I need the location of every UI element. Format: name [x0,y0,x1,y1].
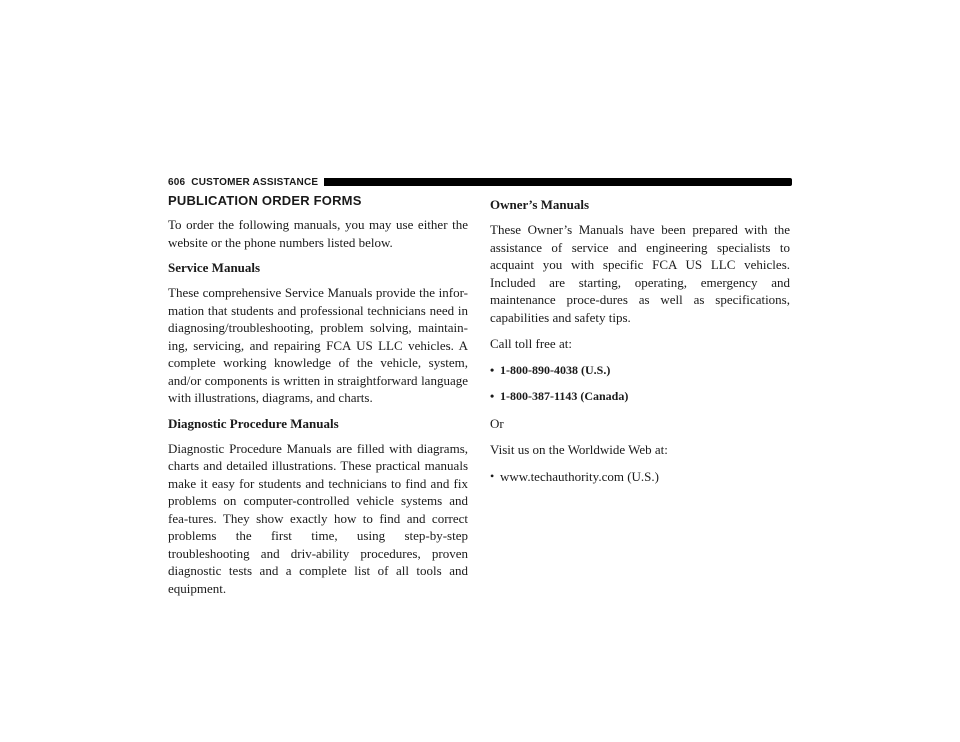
page-header [168,175,792,189]
page-number: 606 [168,176,186,188]
diagnostic-manuals-heading: Diagnostic Procedure Manuals [168,415,339,431]
bullet-icon: • [490,362,495,377]
list-item [490,362,790,380]
website-link[interactable]: www.techauthority.com (U.S.) [500,468,659,484]
page-title: PUBLICATION ORDER FORMS [168,193,362,208]
owners-manuals-heading: Owner’s Manuals [490,197,590,212]
list-item [490,468,790,486]
left-column [168,193,468,606]
section-title: CUSTOMER ASSISTANCE [191,176,319,188]
service-manuals-paragraph: These comprehensive Service Manuals provide the infor-mation that students and professional technicians need in diagnosing/troubleshooting, problem solving, maintain-ing, servicing, and repairing FCA US LLC vehicles. A complete working knowledge of the vehicle, system, and/or components is written in straightforward language with illustrations, diagrams, and charts. [168,285,468,405]
list-item [490,388,790,406]
or-label: Or [490,415,504,431]
web-label: Visit us on the Worldwide Web at: [490,442,668,457]
service-manuals-heading: Service Manuals [168,260,261,275]
call-label: Call toll free at: [490,336,572,351]
phone-number: 1-800-890-4038 (U.S.) [500,362,611,377]
owners-manuals-paragraph: These Owner’s Manuals have been prepared with the assistance of service and engineering specialists to acquaint you with specific FCA US LLC vehicles. Included are starting, operating, emergency and maintenance proce-dures as well as specifications, capabilities and safety tips. [490,222,790,325]
header-rule [324,178,792,186]
diagnostic-manuals-paragraph: Diagnostic Procedure Manuals are filled with diagrams, charts and detailed illustrations. These practical manuals make it easy for students and technicians to find and fix problems on computer-controlled vehicle systems and fea-tures. They show exactly how to find and correct problems the first time, using step-by-step troubleshooting and driv-ability procedures, proven diagnostic tests and a complete list of all tools and equipment. [168,440,468,596]
bullet-icon: • [490,468,495,483]
right-column [490,193,790,494]
phone-list [490,362,790,406]
bullet-icon: • [490,389,495,403]
intro-paragraph: To order the following manuals, you may use either the website or the phone numbers listed below. [168,217,468,250]
website-list [490,468,790,486]
phone-number: 1-800-387-1143 (Canada) [500,389,629,403]
